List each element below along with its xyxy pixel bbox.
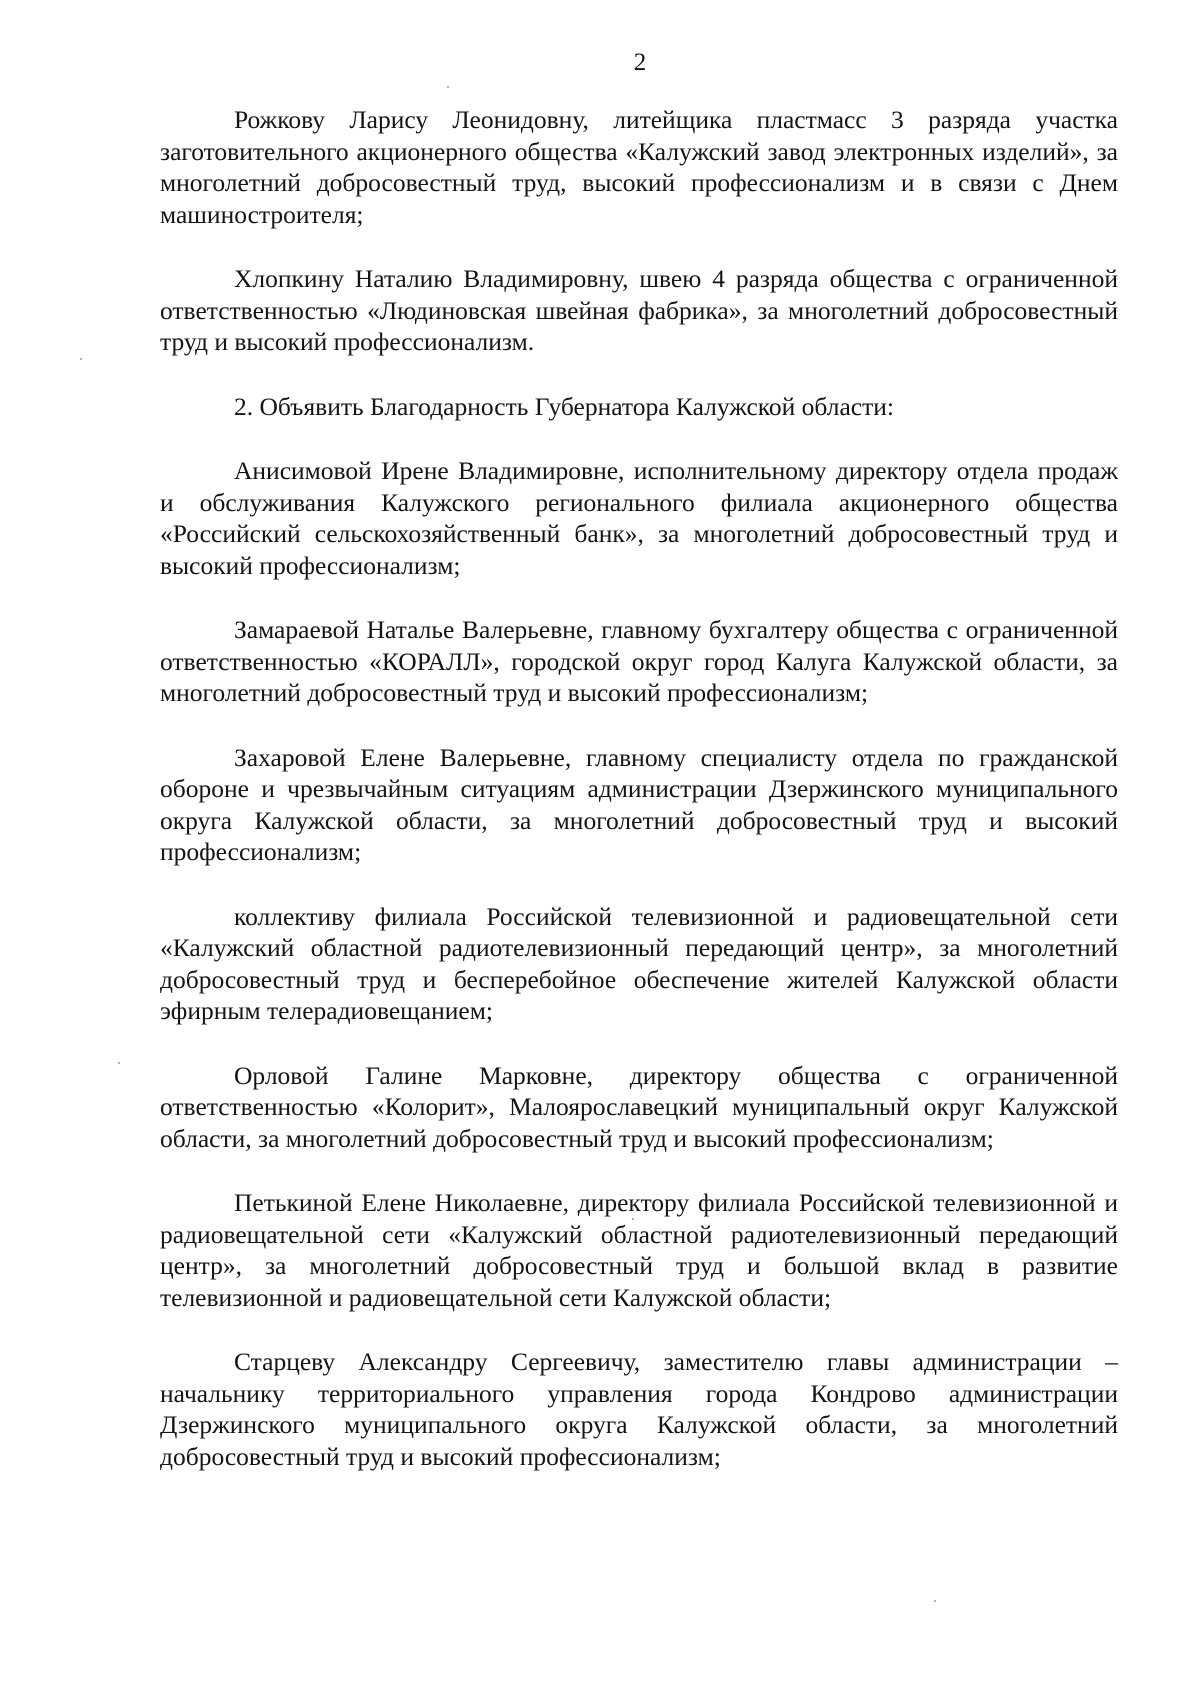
page-number: 2 xyxy=(633,49,647,76)
scan-speck xyxy=(447,86,449,88)
scan-speck xyxy=(934,1600,936,1602)
gratitude-paragraph-orlova: Орловой Галине Марковне, директору общества с ограниченной ответственностью «Колорит», Малоярославецкий муниципальный округ Калужской области, за многолетний добросовестный труд и высокий профессионализм; xyxy=(160,1060,1118,1153)
gratitude-paragraph-startsev: Старцеву Александру Сергеевичу, заместителю главы администрации – начальнику территориального управления города Кондрово администрации Дзержинского муниципального округа Калужской области, за многолетний добросовестный труд и высокий профессионализм; xyxy=(160,1347,1118,1471)
scan-speck xyxy=(80,358,82,360)
award-paragraph-rozhkova: Рожкову Ларису Леонидовну, литейщика пластмасс 3 разряда участка заготовительного акционерного общества «Калужский завод электронных изделий», за многолетний добросовестный труд, высокий профессионализм и в связи с Днем машиностроителя; xyxy=(160,105,1118,229)
scan-speck xyxy=(632,1218,634,1220)
award-paragraph-khlopkina: Хлопкину Наталию Владимировну, швею 4 разряда общества с ограниченной ответственностью «Людиновская швейная фабрика», за многолетний добросовестный труд и высокий профессионализм. xyxy=(160,264,1118,356)
scan-speck xyxy=(118,1062,120,1064)
gratitude-paragraph-collective: коллективу филиала Российской телевизионной и радиовещательной сети «Калужский областной радиотелевизионный передающий центр», за многолетний добросовестный труд и бесперебойное обеспечение жителей Калужской области эфирным телерадиовещанием; xyxy=(160,901,1118,1025)
gratitude-paragraph-zamaraeva: Замараевой Наталье Валерьевне, главному бухгалтеру общества с ограниченной ответственностью «КОРАЛЛ», городской округ город Калуга Калужской области, за многолетний добросовестный труд и высокий профессионализм; xyxy=(160,615,1118,707)
gratitude-paragraph-petkina: Петькиной Елене Николаевне, директору филиала Российской телевизионной и радиовещательной сети «Калужский областной радиотелевизионный передающий центр», за многолетний добросовестный труд и большой вклад в развитие телевизионной и радиовещательной сети Калужской области; xyxy=(160,1188,1118,1312)
section-heading-gratitude: 2. Объявить Благодарность Губернатора Калужской области: xyxy=(234,391,894,421)
gratitude-paragraph-anisimova: Анисимовой Ирене Владимировне, исполнительному директору отдела продаж и обслуживания Калужского регионального филиала акционерного общества «Российский сельскохозяйственный банк», за многолетний добросовестный труд и высокий профессионализм; xyxy=(160,456,1118,580)
document-body xyxy=(160,104,1118,1505)
gratitude-paragraph-zakharova: Захаровой Елене Валерьевне, главному специалисту отдела по гражданской обороне и чрезвычайным ситуациям администрации Дзержинского муниципального округа Калужской области, за многолетний добросовестный труд и высокий профессионализм; xyxy=(160,742,1118,866)
